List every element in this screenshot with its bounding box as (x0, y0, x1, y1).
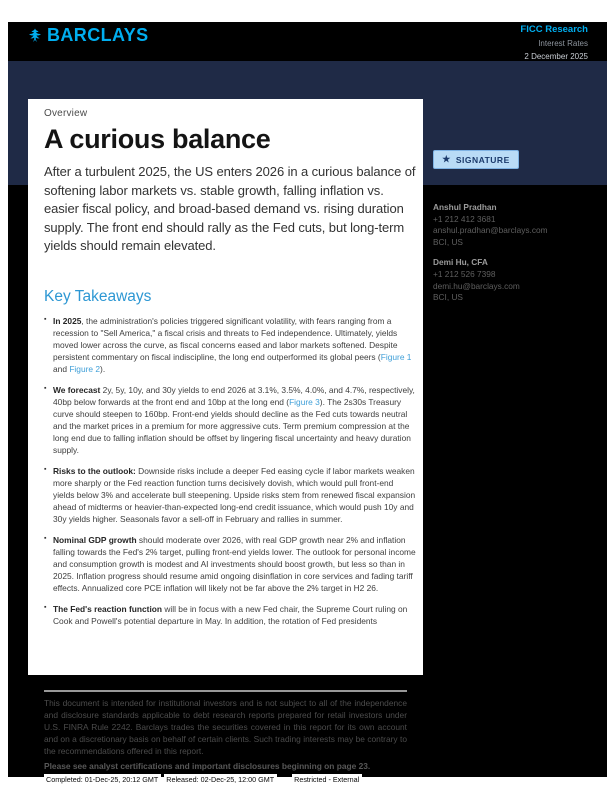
article-title: A curious balance (44, 124, 271, 154)
key-takeaway-item (44, 465, 416, 525)
research-department: Interest Rates (538, 38, 588, 48)
key-takeaway-item (44, 534, 416, 594)
barclays-logo (27, 25, 149, 46)
research-division: FICC Research (520, 24, 588, 35)
analyst-name: Anshul Pradhan (433, 202, 497, 212)
figure-link[interactable]: Figure 2 (69, 363, 101, 374)
analyst-entity: BCI, US (433, 236, 463, 247)
key-takeaways-heading: Key Takeaways (44, 287, 152, 305)
key-takeaways-list (44, 315, 416, 627)
timestamp-row (44, 774, 407, 786)
disclosure-note: Please see analyst certifications and important disclosures beginning on page 23. (44, 761, 371, 772)
bullet-text: , the administration's policies triggered significant volatility, with fears ranging from a recession to "Sell America," a fiscal crisis and threats to Fed independence. Ultimately, yields moved lower across the curve, as fiscal concerns eased and labor markets softened. Despite persistent commentary on fiscal indiscipline, the long end outperformed its global peers ( (53, 315, 398, 362)
article-card (28, 99, 423, 675)
star-icon: ★ (442, 154, 451, 164)
bullet-text: In 2025 (53, 315, 82, 326)
bullet-text: will be in focus with a new Fed chair, the Supreme Court ruling on Cook and Powell's potential departure in May. In addition, the rotation of Fed presidents (53, 603, 408, 626)
disclaimer-text: This document is intended for institutional investors and is not subject to all of the independence and disclosure standards applicable to debt research reports prepared for retail investors under U.S. FINRA Rule 2242. Barclays trades the securities covered in this report for its own account and on a discretionary basis on behalf of certain clients. Such trading interests may be contrary to the recommendations offered in this report. (44, 698, 407, 757)
bullet-text: and (53, 363, 70, 374)
bullet-text: Nominal GDP growth (53, 534, 137, 545)
analyst-entity: BCI, US (433, 292, 463, 303)
analyst-email[interactable]: anshul.pradhan@barclays.com (433, 225, 548, 236)
figure-link[interactable]: Figure 1 (380, 351, 412, 362)
signature-button-label: SIGNATURE (455, 154, 510, 165)
bullet-text: 2y, 5y, 10y, and 30y yields to end 2026 at 3.1%, 3.5%, 4.0%, and 4.7%, respectively, 40bp below forwards at the front end and 10bp at the long end ( (53, 384, 415, 407)
bullet-text: should moderate over 2026, with real GDP growth near 2% and inflation falling towards the Fed's 2% target, pulling front-end yields lower. The outlook for personal income and consumption growth is modest and AI investments should boost growth, but less so than in 2025. Inflation progress should resume amid ongoing disinflation in core services and fading tariff effects. Annualized core PCE inflation will likely not be far above the 2% target in H2 26. (53, 534, 416, 593)
footer (44, 690, 407, 786)
bullet-text: ). (100, 363, 106, 374)
bullet-text: Downside risks include a deeper Fed easing cycle if labor markets weaken more sharply or the Fed reaction function turns decisively dovish, which would pull front-end yields below 3% and accelerate bull steepening. Upside risks stem from renewed fiscal expansion ahead of midterms or heavier-than-expected long-end credit issuance, which would push 10y and 30y yields higher. Seasonals favor a sell-off in February and rallies in summer. (53, 465, 416, 524)
key-takeaway-item (44, 315, 416, 375)
signature-button[interactable] (433, 150, 519, 169)
key-takeaway-item (44, 603, 416, 627)
publication-date: 2 December 2025 (524, 51, 588, 61)
analyst-phone: +1 212 412 3681 (433, 213, 496, 224)
status-stamp: Completed: 01-Dec-25, 20:12 GMT (44, 774, 161, 786)
key-takeaway-item (44, 384, 416, 456)
bullet-text: We forecast (53, 384, 101, 395)
status-stamp: Released: 02-Dec-25, 12:00 GMT (164, 774, 277, 786)
footer-divider (44, 690, 407, 692)
article-standfirst: After a turbulent 2025, the US enters 2026 in a curious balance of softening labor markets vs. stable growth, falling inflation vs. easier fiscal policy, and broad-based demand vs. rising duration supply. The front end should rally as the Fed cuts, but long-term yields should remain elevated. (44, 164, 416, 253)
brand-name: BARCLAYS (47, 25, 149, 45)
analyst-card (433, 257, 601, 303)
figure-link[interactable]: Figure 3 (289, 396, 320, 407)
analyst-card (433, 202, 601, 248)
bullet-text: ). The 2s30s Treasury curve should steepen to 160bp. Front-end yields should decline as the Fed cuts towards neutral and the market prices in a premium for more aggressive cuts. Term premium compression at the long end due to falling inflation should be offset by lingering fiscal uncertainty and heavy duration supply. (53, 396, 411, 455)
analyst-email[interactable]: demi.hu@barclays.com (433, 280, 520, 291)
barclays-eagle-icon (27, 28, 43, 44)
analyst-list (433, 202, 601, 313)
status-stamp: Restricted - External (292, 774, 362, 786)
analyst-phone: +1 212 526 7398 (433, 268, 496, 279)
section-eyebrow: Overview (44, 108, 88, 119)
bullet-text: The Fed's reaction function (53, 603, 163, 614)
bullet-text: Risks to the outlook: (53, 465, 136, 476)
analyst-name: Demi Hu, CFA (433, 257, 488, 268)
masthead-meta (520, 24, 588, 61)
